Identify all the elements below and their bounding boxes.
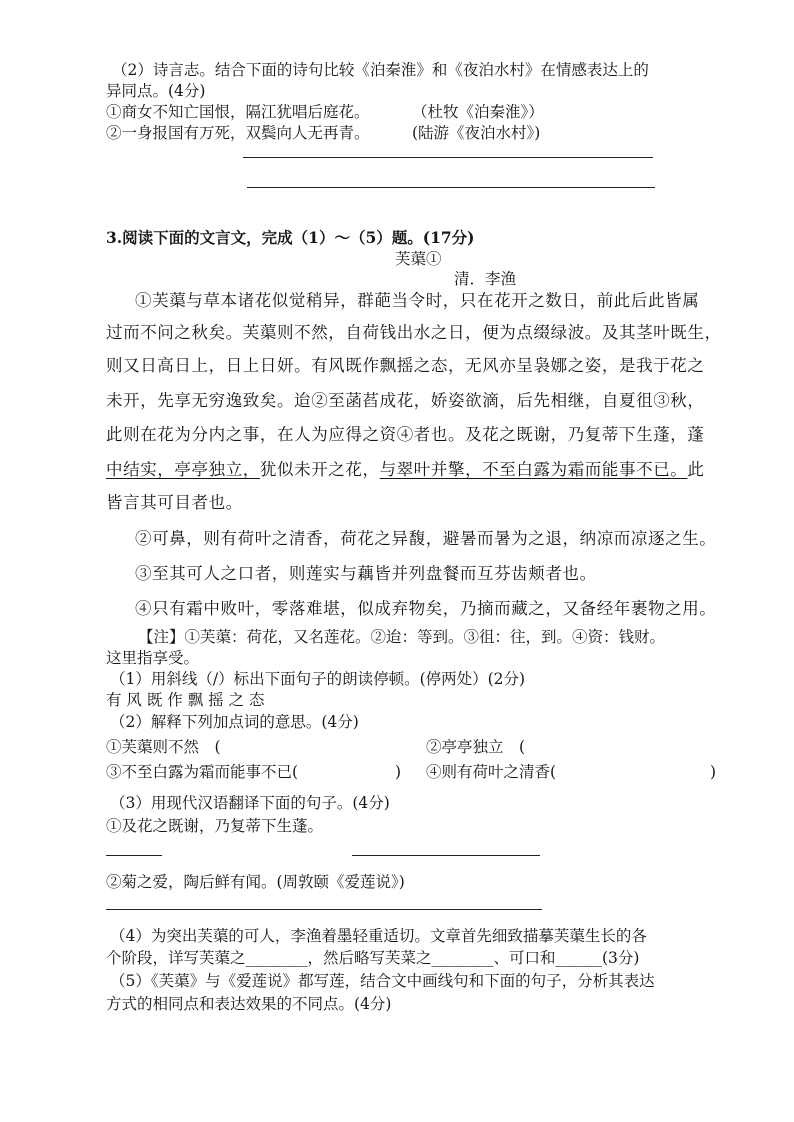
passage-paragraph-3: ③至其可人之口者，则莲实与藕皆并列盘餐而互芬齿颊者也。 [135, 564, 597, 583]
passage-line: 过而不问之秋矣。芙蕖则不然，自荷钱出水之日，便为点缀绿波。及其茎叶既生， [106, 323, 722, 342]
passage-line: ①芙蕖与草本诸花似觉稍异，群葩当令时，只在花开之数日，前此后此皆属 [135, 291, 700, 310]
poem1-source: （杜牧《泊秦淮》） [412, 103, 544, 121]
section-header: 3.阅读下面的文言文，完成（1）～（5）题。(17分) [106, 228, 475, 247]
q2-item-b[interactable]: ②亭亭独立 ( [426, 738, 526, 756]
q2-prompt-line2: 异同点。(4分) [106, 82, 206, 100]
q2-item-c[interactable]: ③不至白露为霜而能事不已( [106, 763, 299, 781]
answer-line[interactable] [352, 855, 540, 856]
q2-item-c-close: ) [395, 763, 402, 781]
underlined-phrase: 中结实，亭亭独立， [106, 460, 260, 479]
plain-phrase: 犹似未开之花， [259, 460, 380, 479]
q1-sentence[interactable]: 有 风 既 作 飘 摇 之 态 [106, 691, 265, 709]
passage-line: 此则在花为分内之事，在人为应得之资④者也。及花之既谢，乃复蒂下生蓬，蓬 [106, 425, 705, 444]
q2-item-d-close: ) [710, 763, 717, 781]
answer-line[interactable] [247, 187, 655, 188]
q3-prompt: （3）用现代汉语翻译下面的句子。(4分) [110, 794, 390, 812]
poem1-text: ①商女不知亡国恨，隔江犹唱后庭花。 [106, 103, 370, 121]
underlined-phrase: 与翠叶并擎，不至白露为霜而能事不已。 [379, 460, 688, 479]
answer-line[interactable] [106, 855, 162, 856]
plain-phrase: 此 [687, 460, 705, 479]
q2-item-a[interactable]: ①芙蕖则不然 ( [106, 738, 221, 756]
passage-line-underlined [106, 459, 705, 481]
notes-line1: 【注】①芙蕖：荷花，又名莲花。②迨：等到。③徂：往，到。④资：钱财。 [138, 628, 666, 646]
poem2-source: (陆游《夜泊水村》) [412, 124, 541, 142]
q1-prompt: （1）用斜线（/）标出下面句子的朗读停顿。(停两处）(2分) [110, 670, 526, 688]
q2-item-d[interactable]: ④则有荷叶之清香( [426, 763, 557, 781]
q5-prompt-line1: （5）《芙蕖》与《爱莲说》都写莲，结合文中画线句和下面的句子，分析其表达 [110, 972, 655, 990]
answer-line[interactable] [106, 909, 542, 910]
notes-line2: 这里指享受。 [106, 649, 200, 667]
q2-prompt-line1: （2）诗言志。结合下面的诗句比较《泊秦淮》和《夜泊水村》在情感表达上的 [112, 61, 649, 79]
q4-prompt-line2[interactable]: 个阶段，详写芙蕖之________，然后略写芙菜之________、可口和______(3分) [106, 949, 640, 967]
passage-title: 芙蕖① [395, 250, 442, 268]
q3-sentence-a: ①及花之既谢，乃复蒂下生蓬。 [106, 817, 324, 835]
poem2-text: ②一身报国有万死，双鬓向人无再青。 [106, 124, 370, 142]
q2-prompt: （2）解释下列加点词的意思。(4分) [110, 713, 359, 731]
passage-line: 皆言其可目者也。 [106, 493, 243, 512]
passage-author: 清．李渔 [454, 270, 517, 288]
q4-prompt-line1: （4）为突出芙蕖的可人，李渔着墨轻重适切。文章首先细致描摹芙蕖生长的各 [110, 927, 647, 945]
passage-paragraph-2: ②可鼻，则有荷叶之清香，荷花之异馥，避暑而暑为之退，纳凉而凉逐之生。 [135, 529, 717, 548]
q3-sentence-b: ②菊之爱，陶后鲜有闻。(周敦颐《爱莲说》) [106, 873, 405, 891]
passage-paragraph-4: ④只有霜中败叶，零落难堪，似成弃物矣，乃摘而藏之，又备经年裹物之用。 [135, 599, 717, 618]
passage-line: 则又日高日上，日上日妍。有风既作飘摇之态，无风亦呈袅娜之姿，是我于花之 [106, 356, 705, 375]
passage-line: 未开，先享无穷逸致矣。迨②至菡萏成花，娇姿欲滴，后先相继，自夏徂③秋， [106, 391, 705, 410]
q5-prompt-line2: 方式的相同点和表达效果的不同点。(4分) [106, 995, 392, 1013]
answer-line[interactable] [243, 157, 653, 158]
